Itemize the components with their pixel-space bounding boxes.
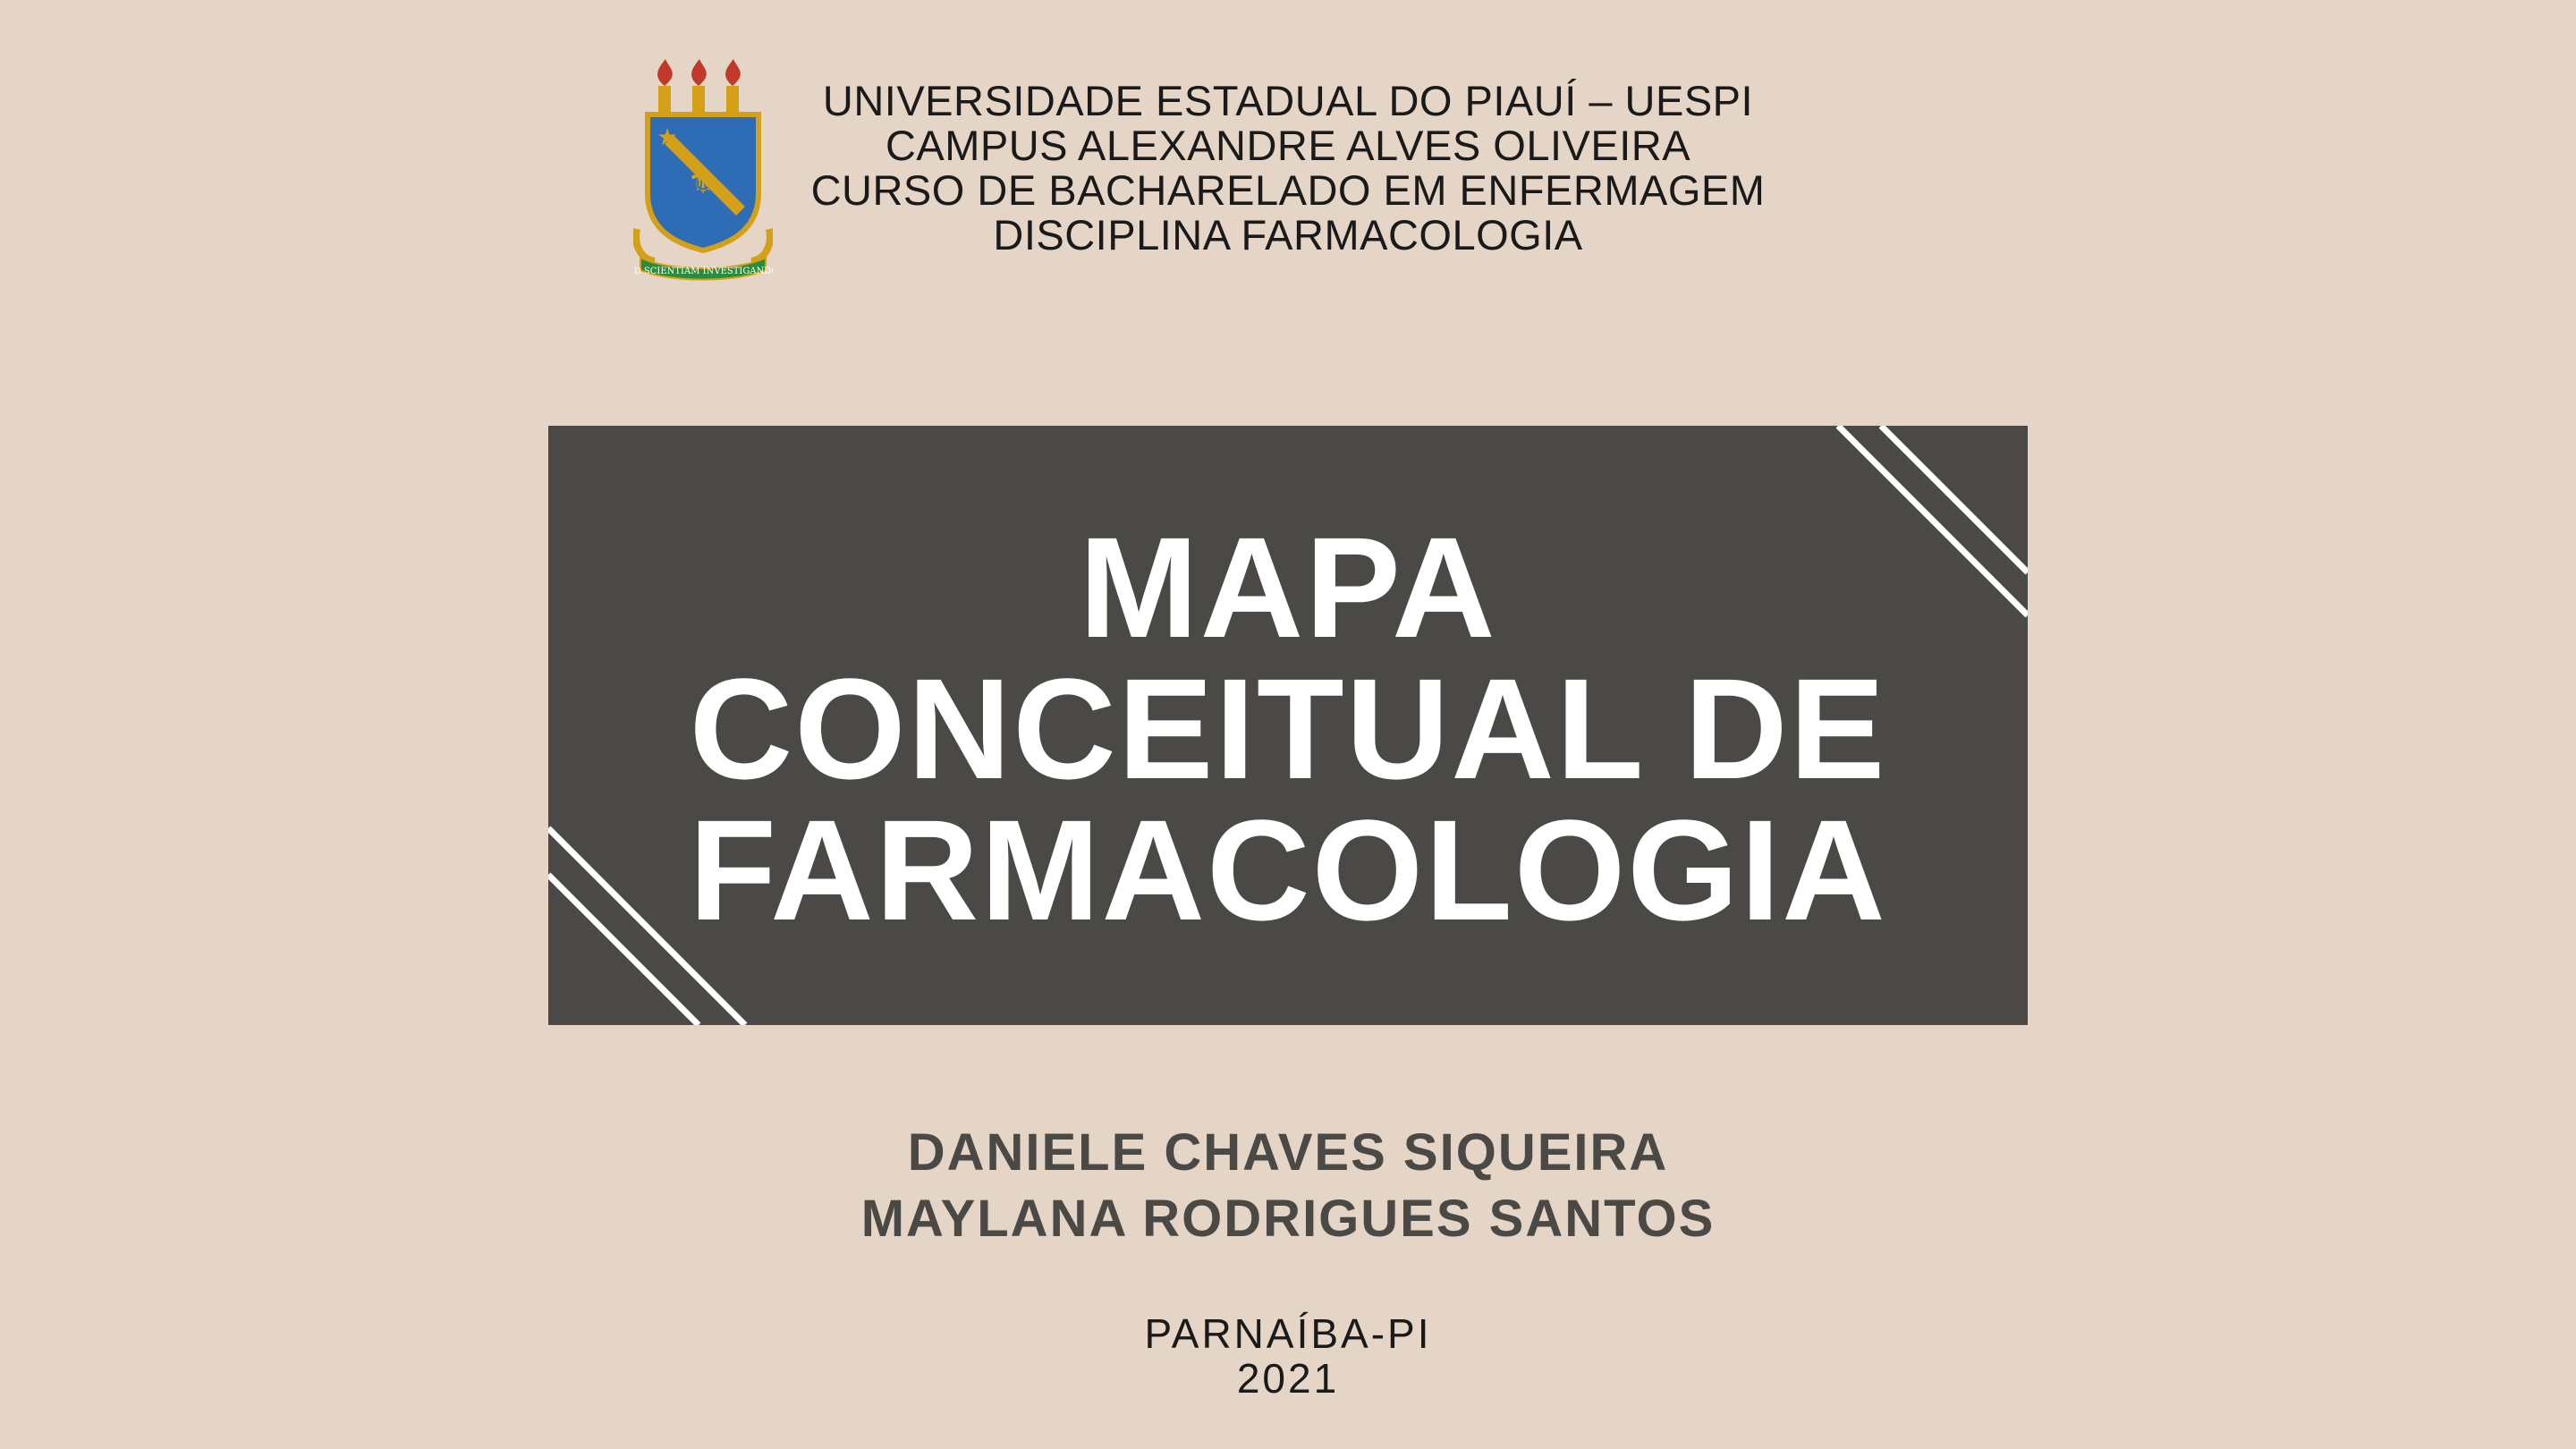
- campus-name: CAMPUS ALEXANDRE ALVES OLIVEIRA: [885, 122, 1691, 169]
- svg-text:⚜: ⚜: [687, 161, 719, 202]
- discipline-name: DISCIPLINA FARMACOLOGIA: [993, 211, 1583, 258]
- city: PARNAÍBA-PI: [1144, 1310, 1432, 1357]
- university-name: UNIVERSIDADE ESTADUAL DO PIAUÍ – UESPI: [822, 77, 1754, 124]
- author-name: DANIELE CHAVES SIQUEIRA: [907, 1123, 1669, 1182]
- place-and-year: [930, 1311, 1646, 1401]
- title-banner: [548, 426, 2028, 1025]
- year: 2021: [1236, 1355, 1340, 1402]
- torch-icon: [657, 59, 741, 113]
- university-logo: [633, 59, 773, 281]
- author-name: MAYLANA RODRIGUES SANTOS: [860, 1190, 1716, 1248]
- title-line: CONCEITUAL DE: [689, 648, 1887, 809]
- title-line: MAPA: [1079, 507, 1497, 667]
- authors: [572, 1120, 2004, 1252]
- institution-header: [787, 79, 1789, 258]
- course-name: CURSO DE BACHARELADO EM ENFERMAGEM: [810, 166, 1766, 214]
- svg-text:AD SCIENTIAM INVESTIGANDO: AD SCIENTIAM INVESTIGANDO: [633, 267, 773, 276]
- svg-text:★: ★: [657, 124, 678, 151]
- page-title: [548, 507, 2028, 950]
- title-line: FARMACOLOGIA: [689, 790, 1887, 950]
